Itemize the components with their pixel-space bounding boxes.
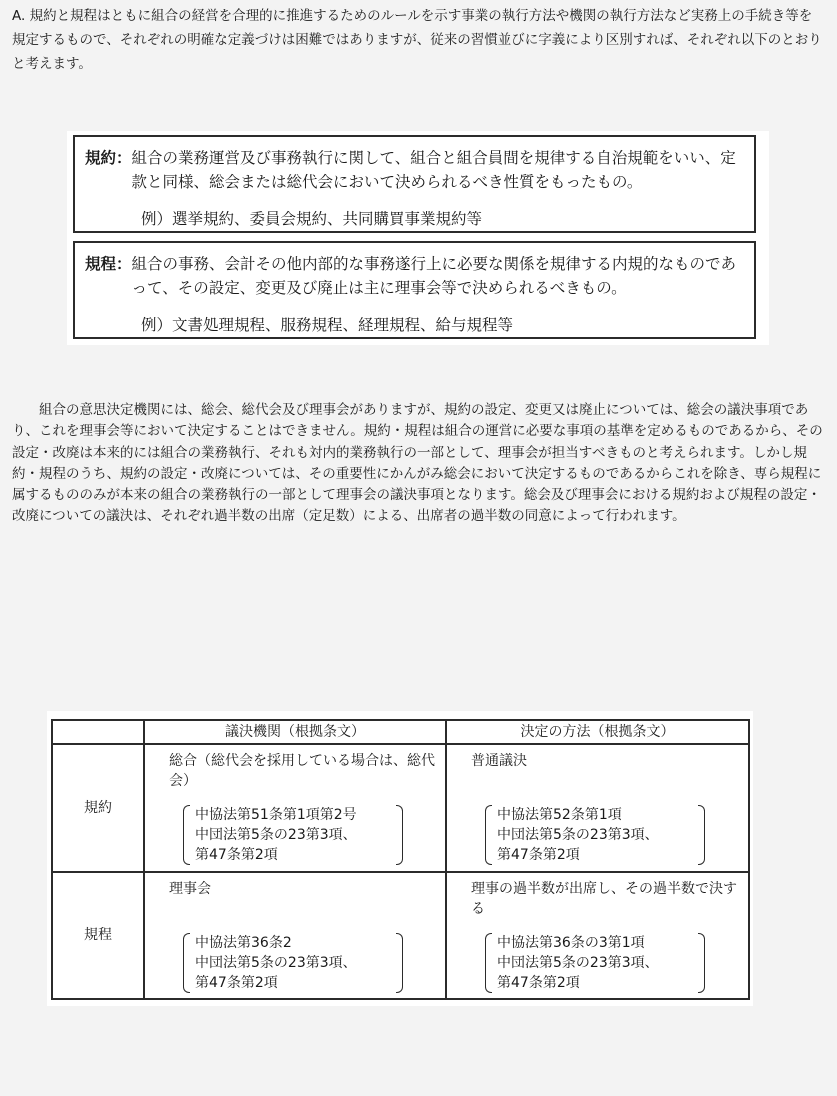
citation-line: 第47条第2項	[497, 847, 580, 863]
table-row	[52, 872, 749, 1000]
definition-example: 例）文書処理規程、服務規程、経理規程、給与規程等	[141, 316, 514, 334]
row-label: 規程	[52, 872, 144, 1000]
definition-kitei	[73, 241, 756, 339]
definition-kiyaku	[73, 135, 756, 233]
table-header-blank	[52, 720, 144, 744]
table-header-method: 決定の方法（根拠条文）	[446, 720, 749, 744]
citation-line: 第47条第2項	[195, 847, 278, 863]
decision-table	[51, 719, 750, 1000]
citation-line: 中団法第5条の23第3項、	[497, 954, 659, 971]
table-header-organ: 議決機関（根拠条文）	[144, 720, 446, 744]
citation-line: 中協法第52条第1項	[497, 807, 622, 823]
intro-paragraph: A. 規約と規程はともに組合の経営を合理的に推進するためのルールを示す事業の執行方法や機関の執行方法など実務上の手続き等を規定するもので、それぞれの明確な定義づけは困難ではありますが、従来の習慣並びに字義により区別すれば、それぞれ以下のとおりと考えます。	[12, 8, 822, 72]
definition-term: 規約：	[85, 149, 132, 167]
citation-line: 中協法第36条の3第1項	[497, 934, 645, 951]
decision-table-panel	[47, 711, 753, 1006]
method-cell	[446, 744, 749, 872]
organ-cell	[144, 872, 446, 1000]
table-row	[52, 744, 749, 872]
method-text: 普通議決	[471, 753, 527, 769]
citation-line: 第47条第2項	[497, 974, 580, 991]
citation-line: 中団法第5条の23第3項、	[497, 827, 659, 843]
citation-bracket	[485, 933, 705, 993]
citation-bracket	[183, 933, 403, 993]
definition-text: 組合の事務、会計その他内部的な事務遂行上に必要な関係を規律する内規的なものであって、その設定、変更及び廃止は主に理事会等で決められるべきもの。	[131, 255, 737, 297]
organ-text: 総合（総代会を採用している場合は、総代会）	[169, 753, 435, 789]
definition-term: 規程：	[85, 255, 132, 273]
citation-bracket	[485, 805, 705, 865]
organ-cell	[144, 744, 446, 872]
citation-line: 中協法第51条第1項第2号	[195, 807, 357, 823]
definition-example: 例）選挙規約、委員会規約、共同購買事業規約等	[141, 210, 483, 228]
citation-bracket	[183, 805, 403, 865]
citation-line: 中団法第5条の23第3項、	[195, 954, 357, 971]
body-paragraph: 組合の意思決定機関には、総会、総代会及び理事会がありますが、規約の設定、変更又は廃止については、総会の議決事項であり、これを理事会等において決定することはできません。規約・規程は組合の運営に必要な事項の基準を定めるものであるから、その設定・改廃は本来的には組合の業務執行、それも対内的業務執行の一部として、理事会が担当すべきものと考えられます。しかし規約・規程のうち、規約の設定・改廃については、その重要性にかんがみ総会において決定するものであるからこれを除き、専ら規程に属するもののみが本来の組合の業務執行の一部として理事会の議決事項となります。総会及び理事会における規約および規程の設定・改廃についての議決は、それぞれ過半数の出席（定足数）による、出席者の過半数の同意によって行われます。	[12, 402, 823, 525]
definitions-panel	[67, 131, 769, 345]
definition-text: 組合の業務運営及び事務執行に関して、組合と組合員間を規律する自治規範をいい、定款と同様、総会または総代会において決められるべき性質をもったもの。	[131, 149, 736, 191]
citation-line: 中協法第36条2	[195, 934, 292, 951]
method-cell	[446, 872, 749, 1000]
table-header-row	[52, 720, 749, 744]
citation-line: 第47条第2項	[195, 974, 278, 991]
organ-text: 理事会	[169, 880, 211, 897]
row-label: 規約	[52, 744, 144, 872]
citation-line: 中団法第5条の23第3項、	[195, 827, 357, 843]
method-text: 理事の過半数が出席し、その過半数で決する	[471, 880, 737, 917]
